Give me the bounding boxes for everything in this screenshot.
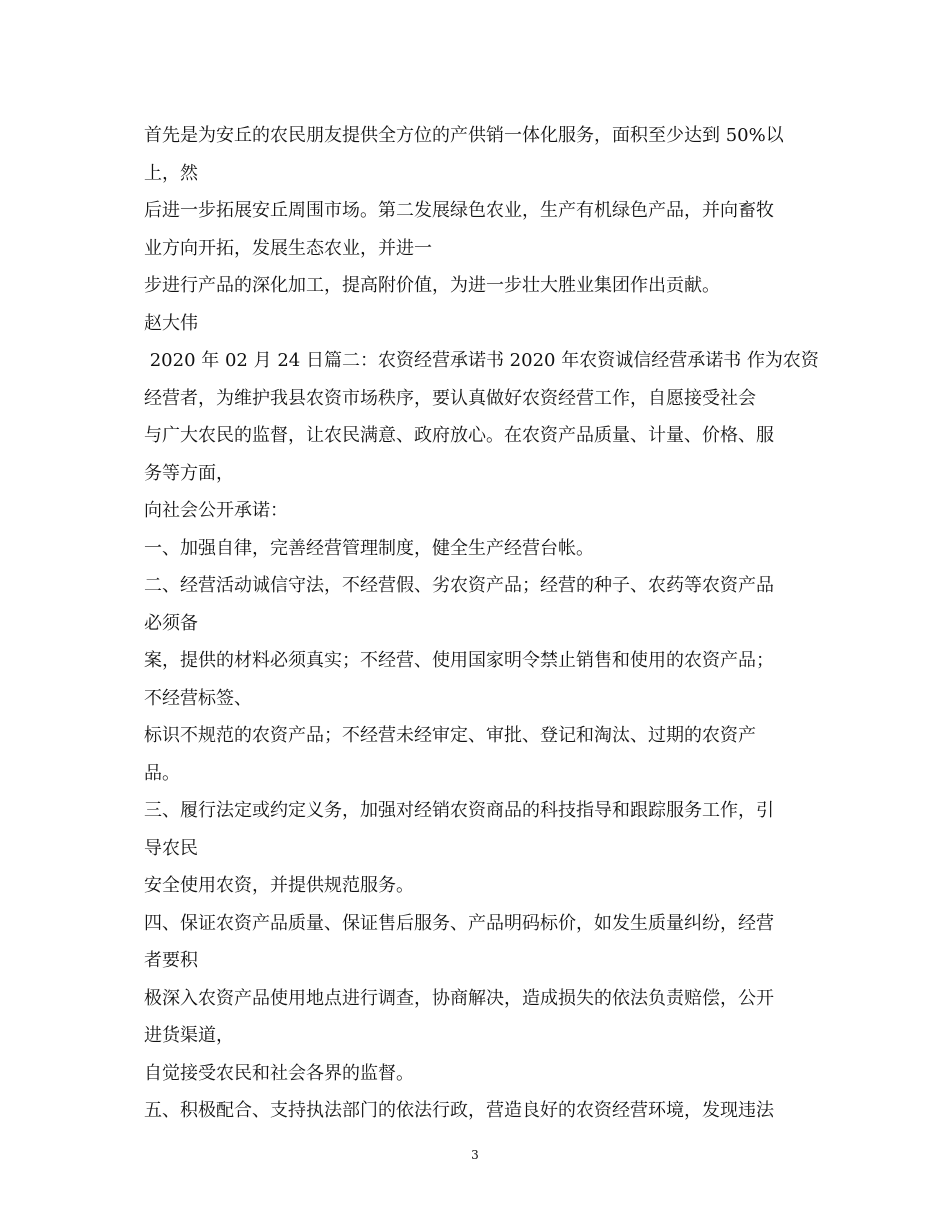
commitment-item: 一、加强自律，完善经营管理制度，健全生产经营台帐。	[144, 537, 594, 559]
text-line: 经营者，为维护我县农资市场秩序，要认真做好农资经营工作，自愿接受社会	[144, 387, 756, 409]
text-line: 自觉接受农民和社会各界的监督。	[144, 1062, 414, 1084]
text-line: 向社会公开承诺：	[144, 500, 288, 521]
text-line: 业方向开拓，发展生态农业，并进一	[144, 237, 432, 259]
text-line: 案，提供的材料必须真实；不经营、使用国家明令禁止销售和使用的农资产品；	[144, 650, 774, 671]
commitment-item: 五、积极配合、支持执法部门的依法行政，营造良好的农资经营环境，发现违法	[144, 1100, 774, 1121]
text-line: 与广大农民的监督，让农民满意、政府放心。在农资产品质量、计量、价格、服	[144, 425, 774, 446]
text-line: 首先是为安丘的农民朋友提供全方位的产供销一体化服务，面积至少达到 50%以	[144, 125, 784, 146]
text-line: 标识不规范的农资产品；不经营未经审定、审批、登记和淘汰、过期的农资产	[144, 725, 756, 746]
signature-name: 赵大伟	[144, 312, 198, 334]
text-line: 上，然	[144, 162, 198, 184]
page-number: 3	[471, 1148, 479, 1162]
body-text	[144, 117, 819, 1130]
text-line: 极深入农资产品使用地点进行调查，协商解决，造成损失的依法负责赔偿，公开	[144, 987, 774, 1009]
text-line: 导农民	[144, 837, 198, 859]
text-line: 后进一步拓展安丘周围市场。第二发展绿色农业，生产有机绿色产品，并向畜牧	[144, 200, 774, 221]
text-line: 务等方面，	[144, 462, 234, 484]
text-line: 品。	[144, 762, 180, 784]
commitment-item: 三、履行法定或约定义务，加强对经销农资商品的科技指导和跟踪服务工作，引	[144, 800, 774, 821]
commitment-item: 四、保证农资产品质量、保证售后服务、产品明码标价，如发生质量纠纷，经营	[144, 912, 774, 934]
text-line: 不经营标签、	[144, 687, 252, 709]
text-line: 进货渠道，	[144, 1025, 234, 1046]
commitment-item: 二、经营活动诚信守法，不经营假、劣农资产品；经营的种子、农药等农资产品	[144, 575, 774, 596]
text-line: 2020 年 02 月 24 日篇二：农资经营承诺书 2020 年农资诚信经营承诺书 作为农资	[144, 350, 819, 371]
text-line: 步进行产品的深化加工，提高附价值，为进一步壮大胜业集团作出贡献。	[144, 275, 720, 296]
text-line: 者要积	[144, 950, 198, 971]
text-line: 必须备	[144, 612, 198, 634]
text-line: 安全使用农资，并提供规范服务。	[144, 875, 414, 896]
